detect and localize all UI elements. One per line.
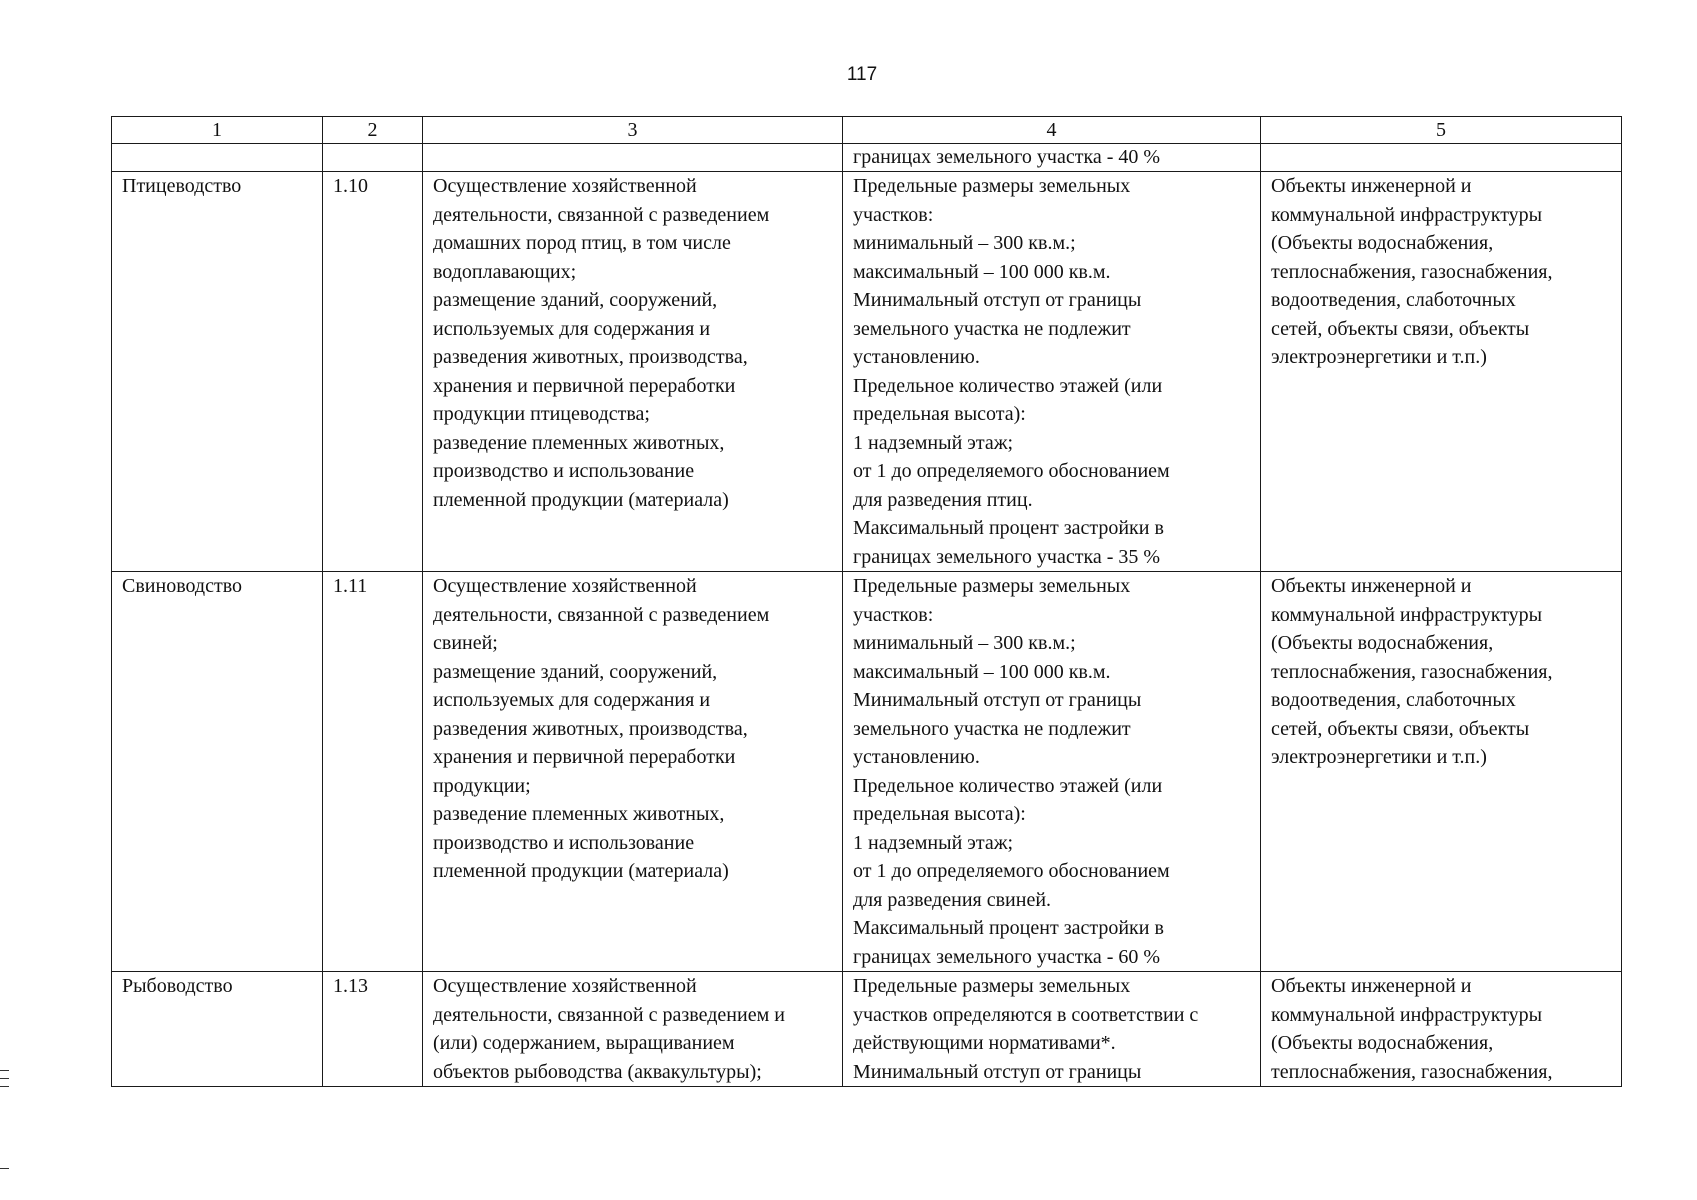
use-parameters-line: Предельное количество этажей (или [853,774,1163,797]
use-type-name: Птицеводство [112,172,323,572]
use-auxiliary-objects-line: теплоснабжения, газоснабжения, [1271,1060,1553,1083]
use-description-line: разведения животных, производства, [433,717,748,740]
use-description-line: объектов рыбоводства (аквакультуры); [433,1060,762,1083]
page-number: 117 [846,64,878,85]
use-parameters-line: Минимальный отступ от границы [853,1060,1142,1083]
use-description-line: производство и использование [433,460,695,482]
use-type-name: Рыбоводство [112,972,323,1087]
use-description-line: хранения и первичной переработки [433,746,736,768]
use-description [423,172,843,572]
use-parameters-line: Предельные размеры земельных [853,575,1131,597]
use-parameters-line: для разведения свиней. [853,888,1052,911]
use-parameters-line: Минимальный отступ от границы [853,289,1142,311]
use-auxiliary-objects-line: сетей, объекты связи, объекты [1271,317,1530,340]
use-auxiliary-objects-line: водоотведения, слаботочных [1271,289,1516,311]
use-auxiliary-objects-line: (Объекты водоснабжения, [1271,1032,1494,1054]
column-number-4: 4 [843,117,1261,144]
use-description-line: водоплавающих; [433,260,577,283]
continuation-cell-2 [323,144,423,172]
use-parameters-line: действующими нормативами*. [853,1032,1116,1054]
use-description-line: Осуществление хозяйственной [433,975,697,997]
table-row [112,172,1622,572]
use-parameters-line: земельного участка не подлежит [853,717,1131,740]
use-description-line: Осуществление хозяйственной [433,575,697,597]
column-number-1: 1 [112,117,323,144]
continuation-cell-5 [1261,144,1622,172]
use-parameters-line: Максимальный процент застройки в [853,517,1164,539]
use-auxiliary-objects-line: коммунальной инфраструктуры [1271,203,1543,226]
use-parameters-line: установлению. [853,746,980,768]
use-parameters-line: минимальный – 300 кв.м.; [853,232,1076,254]
use-description-line: используемых для содержания и [433,689,711,711]
use-parameters [843,972,1261,1087]
use-description-line: (или) содержанием, выращиванием [433,1032,735,1054]
use-auxiliary-objects-line: (Объекты водоснабжения, [1271,232,1494,254]
use-parameters-line: 1 надземный этаж; [853,831,1014,854]
use-description-line: разведения животных, производства, [433,346,748,368]
use-parameters-line: максимальный – 100 000 кв.м. [853,660,1111,683]
use-parameters-line: предельная высота): [853,403,1026,425]
binding-mark [0,1168,9,1169]
binding-mark [0,1070,9,1071]
use-parameters-line: границах земельного участка - 35 % [853,545,1161,568]
use-parameters-line: для разведения птиц. [853,488,1033,511]
column-number-2: 2 [323,117,423,144]
table-row [112,972,1622,1087]
continuation-cell-3 [423,144,843,172]
use-description-line: продукции; [433,774,531,797]
use-parameters-line: границах земельного участка - 60 % [853,945,1161,968]
use-parameters-line: участков определяются в соответствии с [853,1003,1199,1026]
use-parameters-line: Предельные размеры земельных [853,975,1131,997]
use-parameters-line: от 1 до определяемого обоснованием [853,860,1170,882]
use-auxiliary-objects-line: теплоснабжения, газоснабжения, [1271,660,1553,683]
use-description-line: деятельности, связанной с разведением [433,203,770,226]
use-description-line: племенной продукции (материала) [433,488,729,511]
use-type-code: 1.13 [323,972,423,1087]
use-auxiliary-objects-line: Объекты инженерной и [1271,575,1472,597]
use-parameters-line: предельная высота): [853,803,1026,825]
use-description-line: используемых для содержания и [433,317,711,340]
use-parameters [843,572,1261,972]
use-parameters-line: Предельное количество этажей (или [853,374,1163,397]
use-description-line: разведение племенных животных, [433,803,725,825]
use-parameters-line: установлению. [853,346,980,368]
binding-mark [0,1086,9,1087]
use-description-line: разведение племенных животных, [433,431,725,454]
use-description-line: Осуществление хозяйственной [433,175,697,197]
use-description-line: домашних пород птиц, в том числе [433,232,731,254]
use-parameters-line: максимальный – 100 000 кв.м. [853,260,1111,283]
use-auxiliary-objects-line: коммунальной инфраструктуры [1271,603,1543,626]
use-parameters-line: Минимальный отступ от границы [853,689,1142,711]
use-description-line: хранения и первичной переработки [433,374,736,397]
binding-mark [0,1078,9,1079]
use-auxiliary-objects-line: электроэнергетики и т.п.) [1271,746,1487,768]
use-auxiliary-objects-line: сетей, объекты связи, объекты [1271,717,1530,740]
use-description-line: производство и использование [433,831,695,854]
use-auxiliary-objects-line: Объекты инженерной и [1271,175,1472,197]
use-auxiliary-objects [1261,572,1622,972]
use-description-line: продукции птицеводства; [433,403,650,425]
use-parameters-line: Предельные размеры земельных [853,175,1131,197]
use-parameters-line: Максимальный процент застройки в [853,917,1164,939]
use-description-line: свиней; [433,632,498,654]
use-parameters-line: участков: [853,203,934,226]
use-auxiliary-objects [1261,972,1622,1087]
continuation-cell-1 [112,144,323,172]
column-number-3: 3 [423,117,843,144]
use-type-name: Свиноводство [112,572,323,972]
use-parameters-line: участков: [853,603,934,626]
use-parameters-line: минимальный – 300 кв.м.; [853,632,1076,654]
use-parameters-line: 1 надземный этаж; [853,431,1014,454]
use-auxiliary-objects [1261,172,1622,572]
use-auxiliary-objects-line: водоотведения, слаботочных [1271,689,1516,711]
use-description-line: размещение зданий, сооружений, [433,660,718,683]
use-description-line: деятельности, связанной с разведением и [433,1003,785,1026]
table-row [112,572,1622,972]
use-parameters [843,172,1261,572]
use-auxiliary-objects-line: электроэнергетики и т.п.) [1271,346,1487,368]
use-description-line: деятельности, связанной с разведением [433,603,770,626]
use-auxiliary-objects-line: коммунальной инфраструктуры [1271,1003,1543,1026]
use-type-code: 1.10 [323,172,423,572]
use-description-line: размещение зданий, сооружений, [433,289,718,311]
use-parameters-line: земельного участка не подлежит [853,317,1131,340]
column-number-5: 5 [1261,117,1622,144]
use-description [423,972,843,1087]
use-auxiliary-objects-line: Объекты инженерной и [1271,975,1472,997]
land-use-table [111,116,1622,1087]
use-auxiliary-objects-line: теплоснабжения, газоснабжения, [1271,260,1553,283]
use-description [423,572,843,972]
continuation-row [112,144,1622,172]
use-description-line: племенной продукции (материала) [433,860,729,882]
use-type-code: 1.11 [323,572,423,972]
use-auxiliary-objects-line: (Объекты водоснабжения, [1271,632,1494,654]
column-number-row [112,117,1622,144]
use-parameters-line: от 1 до определяемого обоснованием [853,460,1170,482]
continuation-parameters: границах земельного участка - 40 % [843,144,1261,172]
